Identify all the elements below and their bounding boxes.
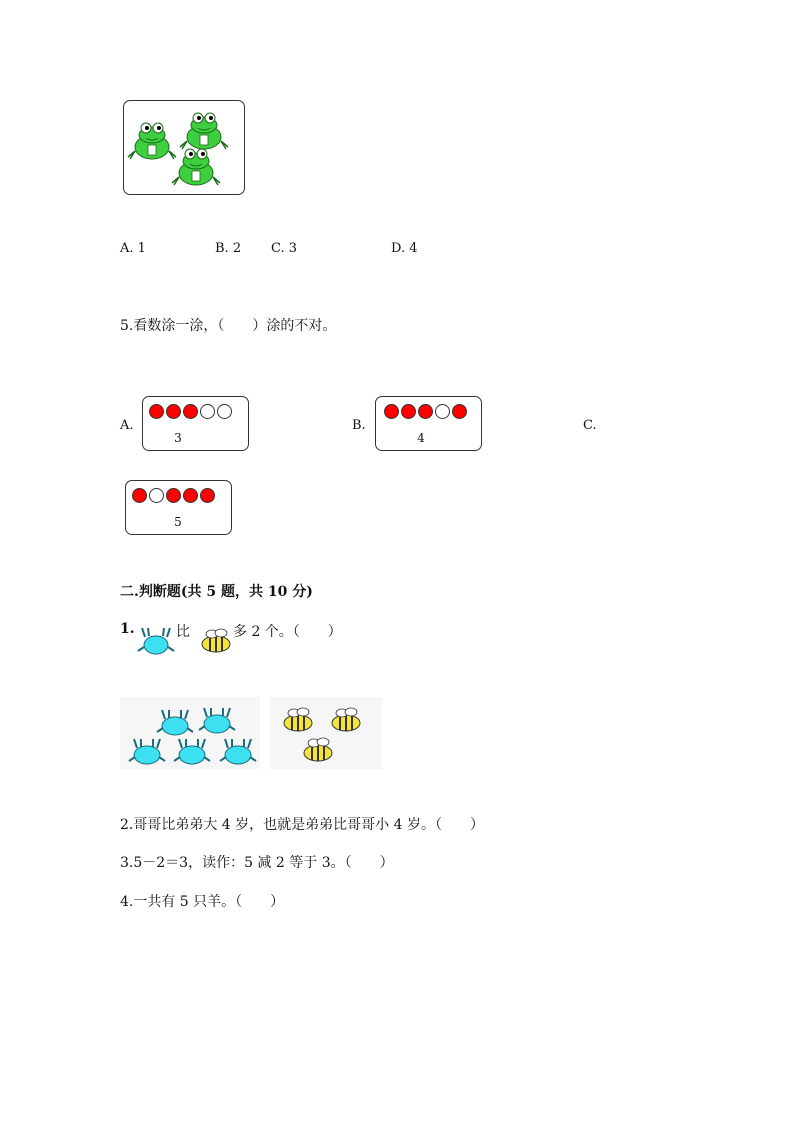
- red-dot: [166, 488, 181, 503]
- judge-q3: 3.5－2＝3，读作：5 减 2 等于 3。（ ）: [120, 855, 394, 871]
- option-c: C. 3: [271, 241, 298, 256]
- red-dot: [384, 404, 399, 419]
- red-dot: [183, 488, 198, 503]
- bee-icon: [304, 738, 332, 761]
- crab-icon: [220, 739, 256, 764]
- q5-option-a-label: A.: [120, 418, 134, 433]
- red-dot: [200, 488, 215, 503]
- white-dot: [200, 404, 215, 419]
- option-a: A. 1: [120, 241, 146, 256]
- q5-option-c-label: C.: [583, 418, 597, 433]
- bee-icon: [284, 708, 312, 731]
- section-2-heading: 二.判断题(共 5 题，共 10 分): [120, 584, 313, 600]
- frog-icon: [128, 123, 176, 159]
- judge-q1-number: 1.: [120, 621, 135, 637]
- box-number: 4: [417, 431, 425, 445]
- crabs-illustration: [120, 697, 260, 769]
- red-dot: [183, 404, 198, 419]
- red-dot: [132, 488, 147, 503]
- crab-icon: [137, 625, 175, 657]
- white-dot: [149, 488, 164, 503]
- q5-box-c: [125, 480, 232, 535]
- crabs-picture: [120, 697, 260, 769]
- q5-box-a: [142, 396, 249, 451]
- bees-illustration: [270, 697, 382, 769]
- bee-icon: [196, 628, 234, 656]
- red-dot: [149, 404, 164, 419]
- frog-icon: [180, 113, 228, 149]
- judge-q4: 4.一共有 5 只羊。（ ）: [120, 894, 285, 910]
- crab-icon: [174, 739, 210, 764]
- option-d: D. 4: [391, 241, 418, 256]
- frog-icon: [172, 149, 220, 185]
- crab-icon: [157, 710, 193, 735]
- box-number: 3: [174, 431, 182, 445]
- bee-icon: [332, 708, 360, 731]
- red-dot: [166, 404, 181, 419]
- question-5-prompt: 5.看数涂一涂，（ ）涂的不对。: [120, 318, 337, 334]
- judge-q2: 2.哥哥比弟弟大 4 岁，也就是弟弟比哥哥小 4 岁。（ ）: [120, 817, 484, 833]
- crab-icon: [129, 739, 165, 764]
- crab-icon: [199, 708, 235, 733]
- red-dot: [418, 404, 433, 419]
- q5-option-b-label: B.: [352, 418, 366, 433]
- white-dot: [435, 404, 450, 419]
- red-dot: [401, 404, 416, 419]
- judge-q1-text-b: 多 2 个。（ ）: [233, 624, 342, 640]
- frogs-picture-frame: [123, 100, 245, 195]
- red-dot: [452, 404, 467, 419]
- option-b: B. 2: [215, 241, 242, 256]
- white-dot: [217, 404, 232, 419]
- bees-picture: [270, 697, 382, 769]
- q5-box-b: [375, 396, 482, 451]
- frogs-illustration: [124, 101, 244, 194]
- box-number: 5: [174, 515, 182, 529]
- judge-q1-text-a: 比: [176, 624, 190, 640]
